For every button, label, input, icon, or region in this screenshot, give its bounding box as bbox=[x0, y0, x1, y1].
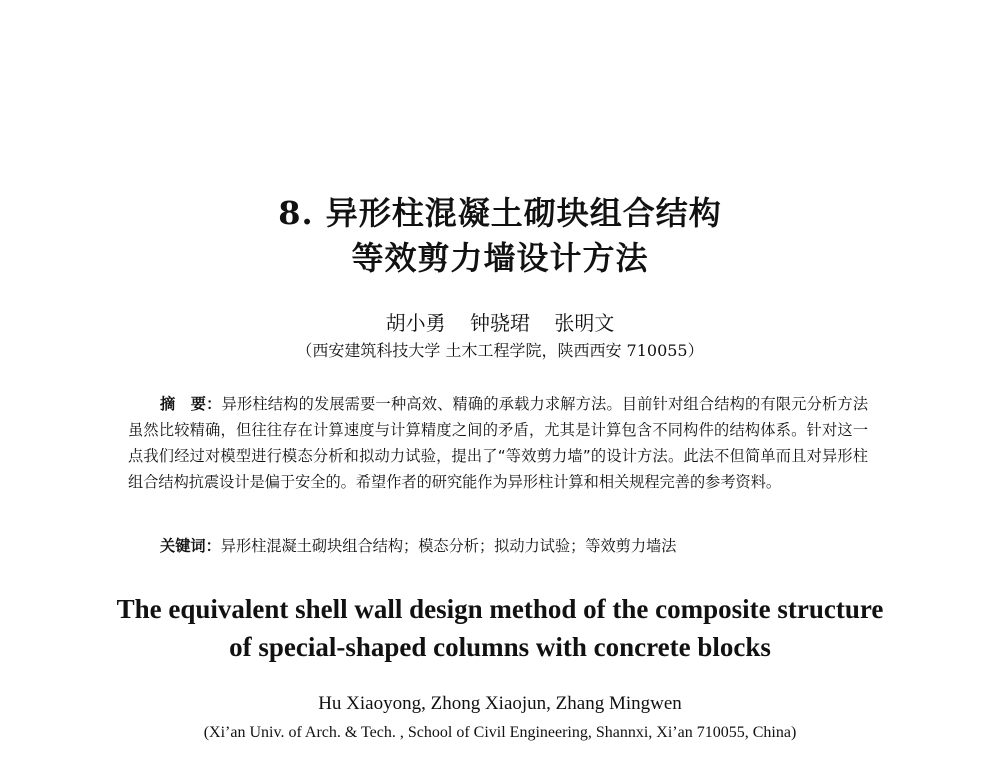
chinese-title-line-2: 等效剪力墙设计方法 bbox=[351, 239, 649, 277]
english-title-line-1: The equivalent shell wall design method of the composite structure bbox=[116, 594, 884, 624]
abstract-label: 摘 要： bbox=[160, 395, 222, 413]
english-title-line-2: of special-shaped columns with concrete blocks bbox=[229, 632, 771, 662]
chinese-affiliation: （西安建筑科技大学 土木工程学院，陕西西安 710055） bbox=[296, 341, 704, 360]
english-authors: Hu Xiaoyong, Zhong Xiaojun, Zhang Mingwen bbox=[318, 693, 682, 714]
chinese-abstract bbox=[128, 391, 868, 495]
keywords-label: 关键词： bbox=[160, 537, 221, 555]
chinese-authors: 胡小勇 钟骁珺 张明文 bbox=[385, 311, 615, 335]
abstract-text: 异形柱结构的发展需要一种高效、精确的承载力求解方法。目前针对组合结构的有限元分析方法虽然比较精确，但往往存在计算速度与计算精度之间的矛盾，尤其是计算包含不同构件的结构体系。针对这一点我们经过对模型进行模态分析和拟动力试验，提出了“等效剪力墙”的设计方法。此法不但简单而且对异形柱组合结构抗震设计是偏于安全的。希望作者的研究能作为异形柱计算和相关规程完善的参考资料。 bbox=[128, 395, 869, 491]
chinese-keywords bbox=[160, 534, 860, 558]
keywords-text: 异形柱混凝土砌块组合结构；模态分析；拟动力试验；等效剪力墙法 bbox=[220, 537, 677, 555]
chinese-title-line-1: 8. 异形柱混凝土砌块组合结构 bbox=[278, 194, 722, 232]
english-affiliation: (Xi’an Univ. of Arch. & Tech. , School of Civil Engineering, Shannxi, Xi’an 710055, China) bbox=[203, 724, 797, 741]
